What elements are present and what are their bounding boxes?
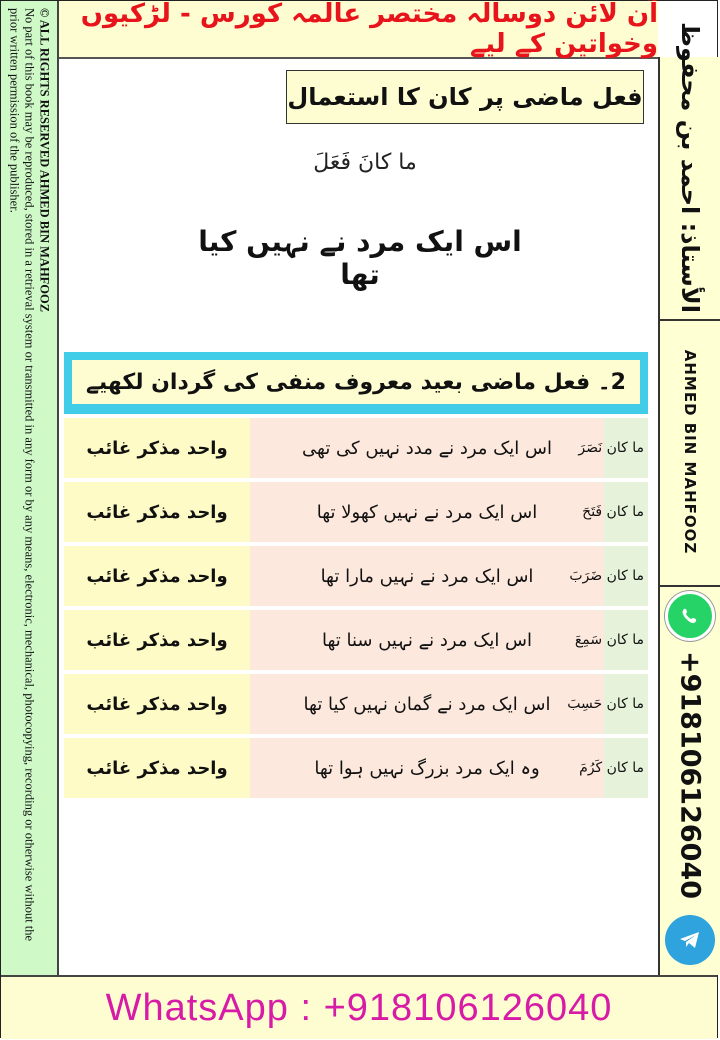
whatsapp-contact[interactable]: WhatsApp : +918106126040: [105, 986, 613, 1029]
author-name: AHMED BIN MAHFOOZ: [681, 349, 699, 555]
arabic-verb-text: ما كان فَتَحَ: [582, 504, 644, 520]
table-row: [64, 546, 648, 606]
conjugation-table: [64, 418, 648, 800]
teacher-panel: [660, 22, 720, 321]
whatsapp-icon[interactable]: [665, 591, 715, 641]
person-label: واحد مذکر غائب: [64, 610, 250, 670]
teacher-name: الأستاذ: احمد بن محفوظ: [676, 22, 704, 313]
contact-strip: [658, 22, 720, 975]
person-label: واحد مذکر غائب: [64, 738, 250, 798]
urdu-meaning: اس ایک مرد نے نہیں مارا تھا: [250, 546, 604, 606]
urdu-meaning: وہ ایک مرد بزرگ نہیں ہوا تھا: [250, 738, 604, 798]
top-banner: [58, 1, 658, 59]
copyright-text: [7, 8, 52, 968]
whatsapp-bar: [1, 975, 717, 1039]
arabic-verb: [569, 546, 648, 606]
example-arabic: ما كانَ فَعَلَ: [313, 150, 417, 175]
section-header: [64, 352, 648, 414]
person-label: واحد مذکر غائب: [64, 418, 250, 478]
person-label: واحد مذکر غائب: [64, 546, 250, 606]
copyright-strip: [1, 1, 59, 975]
urdu-meaning: اس ایک مرد نے مدد نہیں کی تھی: [250, 418, 604, 478]
arabic-verb-text: ما كان نَصَرَ: [578, 440, 644, 456]
lesson-title: فعل ماضی پر کان کا استعمال: [287, 83, 643, 111]
lesson-title-box: [286, 70, 644, 124]
phone-panel: [660, 585, 720, 975]
table-row: [64, 418, 648, 478]
rights-reserved: © ALL RIGHTS RESERVED AHMED BIN MAHFOOZ: [37, 8, 52, 313]
person-label: واحد مذکر غائب: [64, 482, 250, 542]
section-heading-box: [72, 360, 640, 404]
course-title: آن لائن دوسالہ مختصر عالمہ کورس - لڑکیوں وخواتین کے لیے: [80, 0, 658, 59]
arabic-verb-text: ما كان حَسِبَ: [567, 696, 644, 712]
urdu-meaning: اس ایک مرد نے گمان نہیں کیا تھا: [250, 674, 604, 734]
arabic-verb: [567, 674, 648, 734]
telegram-icon[interactable]: [665, 915, 715, 965]
table-row: [64, 738, 648, 798]
arabic-verb-text: ما كان ضَرَبَ: [569, 568, 644, 584]
copyright-notice: No part of this book may be reproduced, stored in a retrieval system or transmitted in any form or by any means, electronic, mechanical, photocopying, recording or otherwise without the prior written permission of the publisher.: [7, 8, 37, 942]
person-label: واحد مذکر غائب: [64, 674, 250, 734]
arabic-verb-text: ما كان سَمِعَ: [574, 632, 644, 648]
example-urdu: اس ایک مرد نے نہیں کیا تھا: [198, 225, 522, 291]
arabic-verb: [579, 738, 648, 798]
section-heading: 2۔ فعل ماضی بعید معروف منفی کی گردان لکھیے: [86, 369, 626, 395]
arabic-verb-text: ما كان كَرُمَ: [579, 760, 644, 776]
table-row: [64, 674, 648, 734]
arabic-verb: [574, 610, 648, 670]
table-row: [64, 610, 648, 670]
urdu-meaning: اس ایک مرد نے نہیں سنا تھا: [250, 610, 604, 670]
table-row: [64, 482, 648, 542]
phone-number[interactable]: +918106126040: [674, 650, 706, 900]
author-panel: [660, 319, 720, 587]
arabic-verb: [578, 418, 648, 478]
urdu-meaning: اس ایک مرد نے نہیں کھولا تھا: [250, 482, 604, 542]
arabic-verb: [582, 482, 648, 542]
